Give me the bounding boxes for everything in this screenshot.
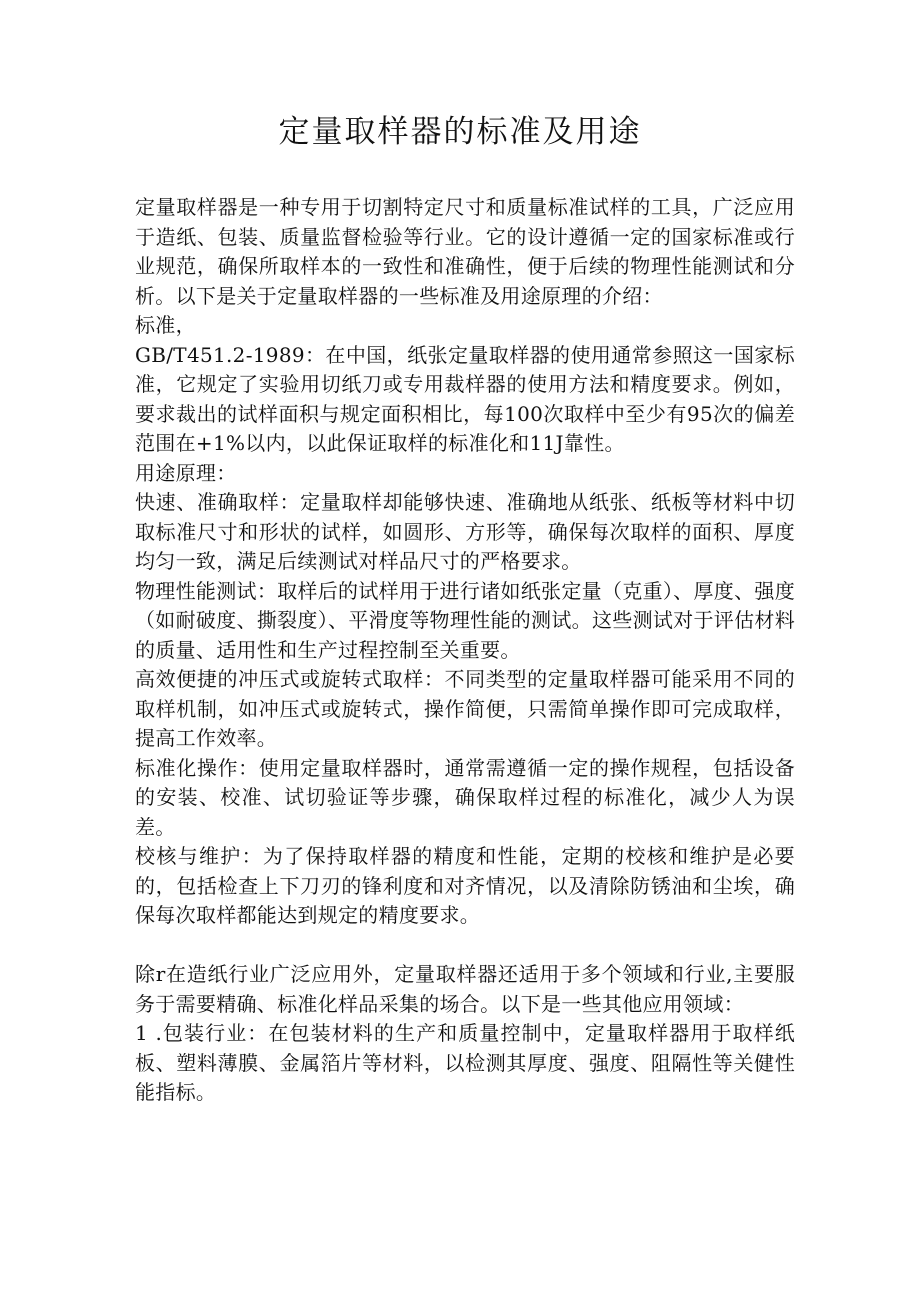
document-body <box>135 193 795 1108</box>
paragraph-other-applications: 除r在造纸行业广泛应用外，定量取样器还适用于多个领域和行业,主要服务于需要精确、标准化样品采集的场合。以下是一些其他应用领域： <box>135 962 795 1016</box>
paragraph-standardized-operation: 标准化操作：使用定量取样器时，通常需遵循一定的操作规程，包括设备的安装、校准、试切验证等步骤，确保取样过程的标准化，减少人为误差。 <box>135 755 795 839</box>
paragraph-usage-heading: 用途原理： <box>135 460 237 485</box>
paragraph-efficient-sampling: 高效便捷的冲压式或旋转式取样：不同类型的定量取样器可能采用不同的取样机制，如冲压式或旋转式，操作简便，只需简单操作即可完成取样，提高工作效率。 <box>135 667 795 750</box>
paragraph-standard-heading: 标准， <box>135 313 196 337</box>
paragraph-gb-standard: GB/T451.2-1989：在中国，纸张定量取样器的使用通常参照这一国家标准，它规定了实验用切纸刀或专用裁样器的使用方法和精度要求。例如，要求裁出的试样面积与规定面积相比，每100次取样中至少有95次的偏差范围在+1%以内，以此保证取样的标准化和11J靠性。 <box>135 342 795 455</box>
document-title: 定量取样器的标准及用途 <box>278 114 642 150</box>
paragraph-fast-sampling: 快速、准确取样：定量取样却能够快速、准确地从纸张、纸板等材料中切取标准尺寸和形状的试样，如圆形、方形等，确保每次取样的面积、厚度均匀一致，满足后续测试对样品尺寸的严格要求。 <box>135 490 795 573</box>
paragraph-packaging-industry: 1 .包装行业：在包装材料的生产和质量控制中，定量取样器用于取样纸板、塑料薄膜、金属箔片等材料，以检测其厚度、强度、阻隔性等关健性能指标。 <box>135 1021 795 1104</box>
paragraph-intro: 定量取样器是一种专用于切割特定尺寸和质量标准试样的工具，广泛应用于造纸、包装、质量监督检验等行业。它的设计遵循一定的国家标准或行业规范，确保所取样本的一致性和准确性，便于后续的物理性能测试和分析。以下是关于定量取样器的一些标准及用途原理的介绍： <box>135 195 795 308</box>
paragraph-physical-testing: 物理性能测试：取样后的试样用于进行诸如纸张定量（克重）、厚度、强度（如耐破度、撕裂度）、平滑度等物理性能的测试。这些测试对于评估材料的质量、适用性和生产过程控制至关重要。 <box>135 578 795 662</box>
paragraph-calibration-maintenance: 校核与维护：为了保持取样器的精度和性能，定期的校核和维护是必要的，包括检查上下刀刃的锋利度和对齐情况，以及清除防锈油和尘埃，确保每次取样都能达到规定的精度要求。 <box>135 844 795 927</box>
